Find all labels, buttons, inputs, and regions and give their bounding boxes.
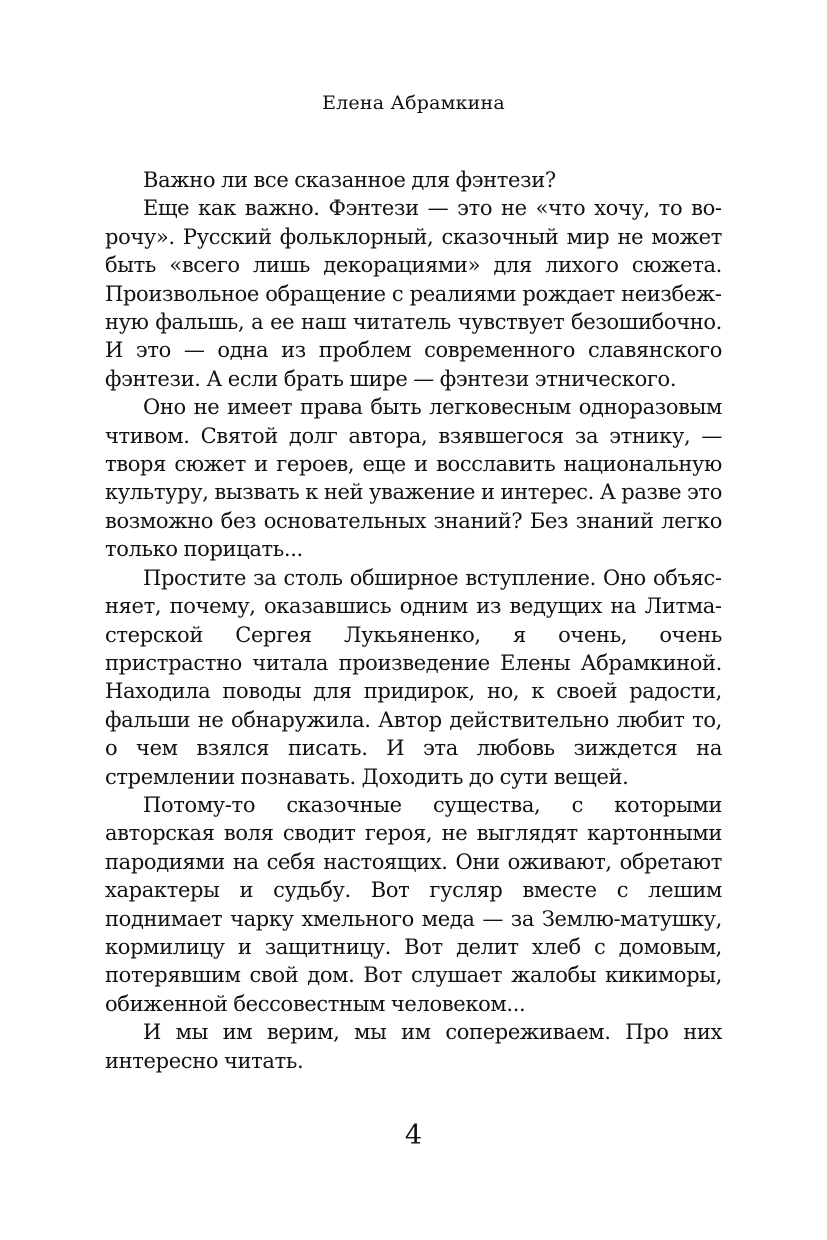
- paragraph: Потому-то сказочные существа, с которыми авторская воля сводит героя, не выглядят картонными пародиями на себя настоящих. Они оживают, обретают характеры и судьбу. Вот гусляр вместе с лешим поднимает чарку хмельного меда — за Землю-матушку, кормилицу и защитницу. Вот делит хлеб с домовым, потерявшим свой дом. Вот слушает жалобы кикиморы, обиженной бессовестным человеком...: [105, 792, 722, 1016]
- paragraph: И мы им верим, мы им сопереживаем. Про них интересно читать.: [105, 1020, 722, 1073]
- paragraph: Еще как важно. Фэнтези — это не «что хочу, то ворочу». Русский фольклорный, сказочный мир не может быть «всего лишь декорациями» для лихого сюжета. Произвольное обращение с реалиями рождает неизбежную фальшь, а ее наш читатель чувствует безошибочно. И это — одна из проблем современного славянского фэнтези. А если брать шире — фэнтези этнического.: [105, 196, 722, 391]
- page-number: 4: [404, 1120, 423, 1151]
- running-head-author: Елена Абрамкина: [322, 92, 505, 114]
- paragraph: Важно ли все сказанное для фэнтези?: [143, 168, 556, 192]
- paragraph: Оно не имеет права быть легковесным одноразовым чтивом. Святой долг автора, взявшегося за этнику, — творя сюжет и героев, еще и восславить национальную культуру, вызвать к ней уважение и интерес. А разве это возможно без основательных знаний? Без знаний легко только порицать...: [105, 395, 722, 562]
- body-text: [105, 166, 722, 1075]
- paragraph: Простите за столь обширное вступление. Оно объясняет, почему, оказавшись одним из ведущих на Литмастерской Сергея Лукьяненко, я очень, очень пристрастно читала произведение Елены Абрамкиной. Находила поводы для придирок, но, к своей радости, фальши не обнаружила. Автор действительно любит то, о чем взялся писать. И эта любовь зиждется на стремлении познавать. Доходить до сути вещей.: [105, 565, 722, 789]
